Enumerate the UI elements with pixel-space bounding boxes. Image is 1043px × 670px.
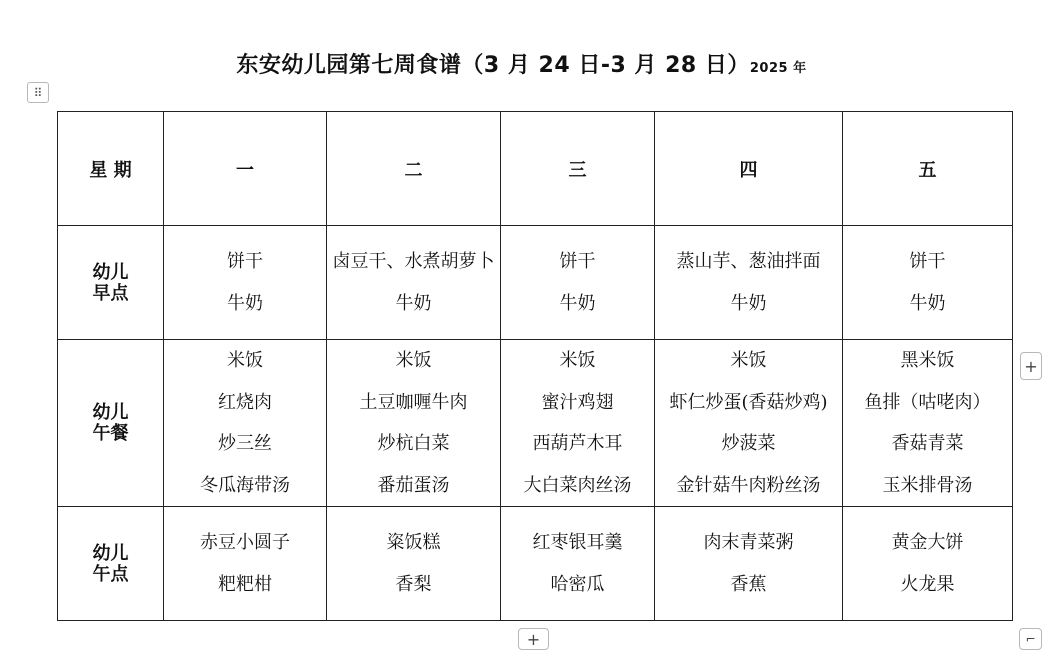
menu-item: 香菇青菜 bbox=[891, 433, 964, 454]
menu-item: 饼干 bbox=[909, 251, 946, 272]
menu-item: 米饭 bbox=[395, 350, 432, 371]
menu-item: 牛奶 bbox=[395, 292, 432, 314]
menu-item: 金针菇牛肉粉丝汤 bbox=[676, 474, 821, 496]
row-label-line: 幼儿 bbox=[92, 542, 129, 564]
title-year: 2025 年 bbox=[749, 61, 807, 76]
menu-item: 米饭 bbox=[730, 350, 767, 371]
menu-item: 牛奶 bbox=[730, 292, 767, 314]
menu-item: 香蕉 bbox=[730, 573, 767, 595]
menu-item: 哈密瓜 bbox=[550, 573, 605, 595]
menu-item: 牛奶 bbox=[559, 292, 596, 314]
menu-item: 牛奶 bbox=[909, 292, 946, 314]
table-row bbox=[58, 226, 1013, 340]
menu-item: 黑米饭 bbox=[900, 350, 955, 371]
menu-cell[interactable] bbox=[843, 340, 1013, 507]
menu-item: 黄金大饼 bbox=[891, 532, 964, 553]
menu-cell[interactable] bbox=[327, 340, 501, 507]
day-header-wed: 三 bbox=[501, 112, 655, 226]
menu-item: 米饭 bbox=[227, 350, 263, 371]
corner-cell: 星 期 bbox=[58, 112, 164, 226]
menu-cell[interactable] bbox=[327, 507, 501, 621]
table-row bbox=[58, 507, 1013, 621]
menu-item: 玉米排骨汤 bbox=[882, 474, 973, 496]
table-header-row bbox=[58, 112, 1013, 226]
menu-item: 炒三丝 bbox=[218, 433, 272, 454]
menu-item: 粢饭糕 bbox=[386, 532, 441, 553]
menu-item: 冬瓜海带汤 bbox=[200, 474, 290, 496]
menu-item: 虾仁炒蛋(香菇炒鸡) bbox=[669, 391, 828, 413]
menu-item: 炒菠菜 bbox=[721, 433, 776, 454]
menu-item: 赤豆小圆子 bbox=[200, 532, 290, 553]
title-main: 东安幼儿园第七周食谱（3 月 24 日-3 月 28 日） bbox=[236, 53, 750, 78]
menu-item: 粑粑柑 bbox=[218, 573, 272, 595]
menu-cell[interactable] bbox=[655, 340, 843, 507]
menu-item: 肉末青菜粥 bbox=[703, 532, 794, 553]
menu-item: 牛奶 bbox=[227, 292, 263, 314]
row-label-line: 午点 bbox=[92, 563, 129, 585]
menu-item: 鱼排（咕咾肉） bbox=[864, 391, 991, 413]
day-header-fri: 五 bbox=[843, 112, 1013, 226]
page-title bbox=[0, 48, 1043, 79]
menu-item: 炒杭白菜 bbox=[377, 433, 450, 454]
menu-cell[interactable] bbox=[501, 340, 655, 507]
menu-item: 蒸山芋、葱油拌面 bbox=[676, 251, 821, 272]
menu-item: 米饭 bbox=[559, 350, 596, 371]
day-header-tue: 二 bbox=[327, 112, 501, 226]
menu-cell[interactable] bbox=[501, 226, 655, 340]
menu-cell[interactable] bbox=[327, 226, 501, 340]
row-label-snack bbox=[58, 507, 164, 621]
menu-item: 红烧肉 bbox=[218, 391, 272, 413]
menu-cell[interactable] bbox=[843, 226, 1013, 340]
menu-item: 饼干 bbox=[227, 251, 263, 272]
menu-cell[interactable] bbox=[501, 507, 655, 621]
menu-cell[interactable] bbox=[164, 226, 327, 340]
row-label-breakfast bbox=[58, 226, 164, 340]
day-header-mon: 一 bbox=[164, 112, 327, 226]
menu-item: 番茄蛋汤 bbox=[377, 474, 450, 496]
table-drag-handle-icon[interactable]: ⠿ bbox=[27, 82, 49, 103]
day-header-thu: 四 bbox=[655, 112, 843, 226]
menu-item: 饼干 bbox=[559, 251, 596, 272]
add-row-button[interactable]: + bbox=[518, 628, 549, 650]
menu-item: 大白菜肉丝汤 bbox=[523, 474, 632, 496]
menu-item: 卤豆干、水煮胡萝卜 bbox=[332, 251, 495, 272]
add-column-button[interactable]: + bbox=[1020, 352, 1042, 380]
row-label-line: 早点 bbox=[92, 282, 129, 304]
menu-cell[interactable] bbox=[655, 226, 843, 340]
table-row bbox=[58, 340, 1013, 507]
row-label-lunch bbox=[58, 340, 164, 507]
row-label-line: 幼儿 bbox=[92, 261, 129, 283]
row-label-line: 午餐 bbox=[92, 423, 129, 444]
menu-item: 蜜汁鸡翅 bbox=[541, 391, 614, 413]
resize-icon[interactable]: ⌐ bbox=[1019, 628, 1042, 650]
menu-cell[interactable] bbox=[164, 507, 327, 621]
menu-table bbox=[57, 111, 1013, 621]
menu-cell[interactable] bbox=[655, 507, 843, 621]
menu-item: 香梨 bbox=[395, 573, 432, 595]
menu-item: 西葫芦木耳 bbox=[532, 433, 623, 454]
menu-cell[interactable] bbox=[164, 340, 327, 507]
menu-item: 土豆咖喱牛肉 bbox=[359, 391, 468, 413]
menu-item: 火龙果 bbox=[900, 573, 955, 595]
menu-cell[interactable] bbox=[843, 507, 1013, 621]
menu-item: 红枣银耳羹 bbox=[532, 532, 623, 553]
row-label-line: 幼儿 bbox=[92, 402, 129, 423]
